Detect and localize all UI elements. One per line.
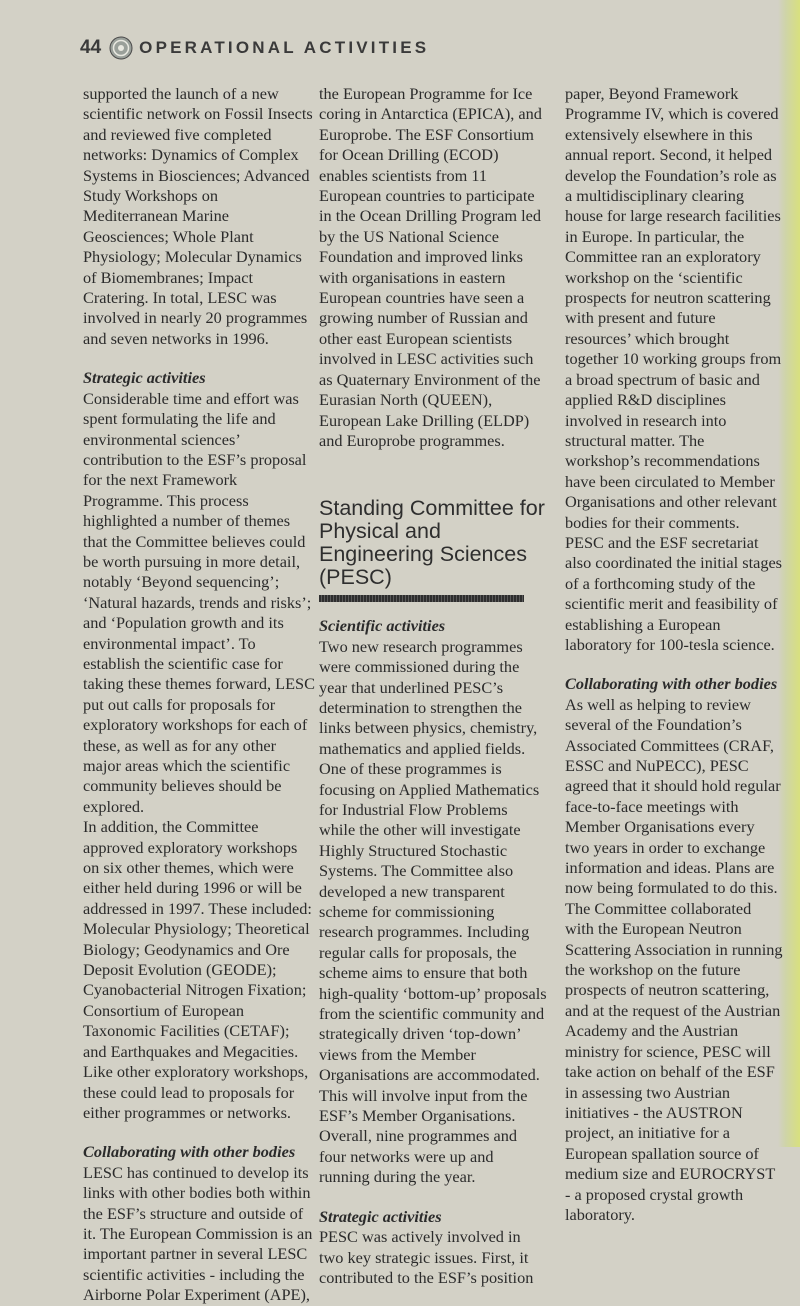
paragraph: Considerable time and effort was spent formulating the life and environmental sciences’ contribution to the ESF’s proposal for the next Framework Programme. This process highlighted a number of themes that the Committee believes could be worth pursuing in more detail, notably ‘Beyond sequencing’; ‘Natural hazards, trends and risks’; and ‘Population growth and its environmental impact’. To establish the scientific case for taking these themes forward, LESC put out calls for proposals for exploratory workshops for each of these, as well as for any other major areas which the scientific community believes should be explored. — [83, 388, 315, 816]
paragraph: LESC has continued to develop its links with other bodies both within the ESF’s structure and outside of it. The European Commission is an important partner in several LESC scientific activities - including the Airborne Polar Experiment (APE), — [83, 1162, 313, 1305]
subheading: Collaborating with other bodies — [565, 674, 778, 694]
column-middle — [319, 84, 547, 1288]
title-rule — [319, 595, 524, 602]
column-right — [565, 84, 783, 1225]
paragraph: The Committee collaborated with the European Neutron Scattering Association in running the workshop on the future prospects of neutron scattering, and at the request of the Austrian Academy and the Austrian ministry for science, PESC will take action on behalf of the ESF in assessing two Austrian initiatives - the AUSTRON project, an initiative for a European spallation source of medium size and EUROCRYST - a proposed crystal growth laboratory. — [565, 898, 783, 1224]
paragraph: As well as helping to review several of the Foundation’s Associated Committees (CRAF, ESSC and NuPECC), PESC agreed that it should hold regular face-to-face meetings with Member Organisations every two years in order to exchange information and ideas. Plans are now being formulated to do this. — [565, 694, 781, 898]
paragraph: supported the launch of a new scientific network on Fossil Insects and reviewed five completed networks: Dynamics of Complex Systems in Biosciences; Advanced Study Workshops on Mediterranean Marine Geosciences; Whole Plant Physiology; Molecular Dynamics of Biomembranes; Impact Cratering. In total, LESC was involved in nearly 20 programmes and seven networks in 1996. — [83, 84, 313, 348]
section-heading: OPERATIONAL ACTIVITIES — [139, 38, 430, 57]
column-left — [83, 84, 315, 1306]
page-number: 44 — [80, 37, 102, 58]
page-header — [80, 33, 429, 63]
paragraph: PESC and the ESF secretariat also coordinated the initial stages of a forthcoming study of the scientific merit and feasibility of establishing a European laboratory for 100-tesla science. — [565, 532, 783, 654]
committee-title: Standing Committee for Physical and Engineering Sciences (PESC) — [319, 496, 545, 590]
paragraph: Two new research programmes were commissioned during the year that underlined PESC’s determination to strengthen the links between physics, chemistry, mathematics and applied fields. One of these programmes is focusing on Applied Mathematics for Industrial Flow Problems while the other will investigate Highly Structured Stochastic Systems. The Committee also developed a new transparent scheme for commissioning research programmes. Including regular calls for proposals, the scheme aims to ensure that both high-quality ‘bottom-up’ proposals from the scientific community and strategically driven ‘top-down’ views from the Member Organisations are accommodated. This will involve input from the ESF’s Member Organisations. — [319, 636, 547, 1126]
paragraph: PESC was actively involved in two key strategic issues. First, it contributed to the ESF’s position — [319, 1227, 534, 1287]
paragraph: In addition, the Committee approved exploratory workshops on six other themes, which were either held during 1996 or will be addressed in 1997. These included: Molecular Physiology; Theoretical Biology; Geodynamics and Ore Deposit Evolution (GEODE); Cyanobacterial Nitrogen Fixation; Consortium of European Taxonomic Facilities (CETAF); and Earthquakes and Megacities. Like other exploratory workshops, these could lead to proposals for either programmes or networks. — [83, 817, 312, 1122]
esf-emblem-icon — [109, 36, 133, 60]
paragraph: paper, Beyond Framework Programme IV, which is covered extensively elsewhere in this annual report. Second, it helped develop the Foundation’s role as a multidisciplinary clearing house for large research facilities in Europe. In particular, the Committee ran an exploratory workshop on the ‘scientific prospects for neutron scattering with present and future resources’ which brought together 10 working groups from a broad spectrum of basic and applied R&D disciplines involved in research into structural matter. The workshop’s recommendations have been circulated to Member Organisations and other relevant bodies for their comments. — [565, 84, 782, 532]
paragraph: the European Programme for Ice coring in Antarctica (EPICA), and Europrobe. The ESF Consortium for Ocean Drilling (ECOD) enables scientists from 11 European countries to participate in the Ocean Drilling Program led by the US National Science Foundation and improved links with organisations in eastern European countries have seen a growing number of Russian and other east European scientists involved in LESC activities such as Quaternary Environment of the Eurasian North (QUEEN), European Lake Drilling (ELDP) and Europrobe programmes. — [319, 84, 542, 450]
subheading: Strategic activities — [319, 1206, 442, 1226]
subheading: Collaborating with other bodies — [83, 1142, 296, 1162]
subheading: Strategic activities — [83, 368, 206, 388]
paragraph: Overall, nine programmes and four networks were up and running during the year. — [319, 1126, 518, 1187]
subheading: Scientific activities — [319, 616, 446, 636]
